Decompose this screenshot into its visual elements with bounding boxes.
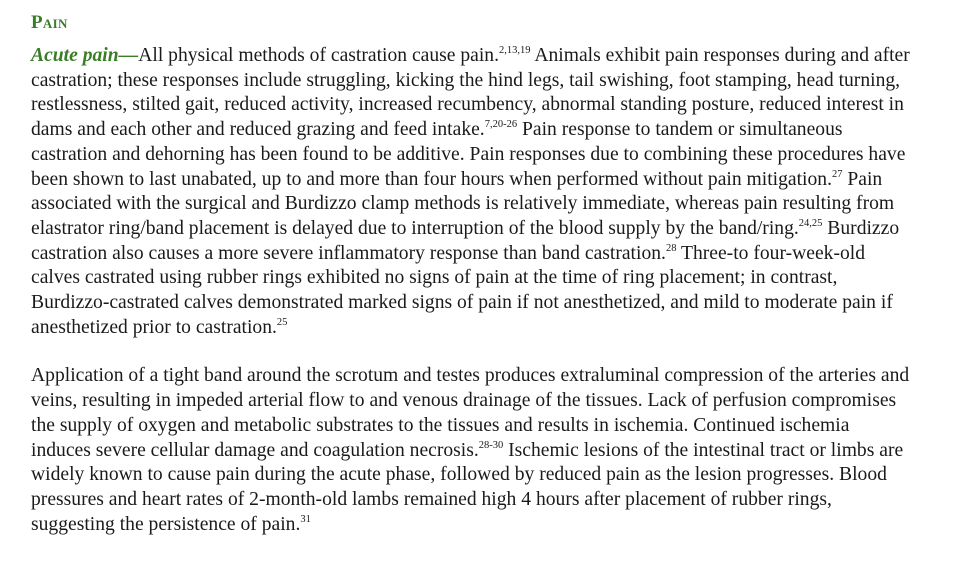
paragraph-ischemia (31, 364, 911, 537)
sentence: Burdizzo castration also causes a more severe inflammatory response than band castration. (31, 217, 900, 264)
citation-ref: 24,25 (798, 217, 823, 229)
citation-ref: 25 (276, 316, 288, 328)
citation-ref: 31 (300, 513, 311, 525)
run-in-heading: Acute pain— (31, 45, 139, 66)
sentence: Pain response to tandem or simultaneous castration and dehorning has been found to be additive. Pain responses due to combining these procedures have been shown to last unabated, up to and more than four hours when performed without pain mitigation. (31, 119, 906, 190)
citation-ref: 7,20-26 (484, 119, 518, 131)
citation-ref: 27 (832, 168, 843, 180)
sentence: Three-to four-week-old calves castrated using rubber rings exhibited no signs of pain at the time of ring placement; in contrast, Burdizzo-castrated calves demonstrated marked signs of pain if not anesthetized, and mild to moderate pain if anesthetized prior to castration. (31, 242, 893, 338)
section-heading-text: Pain (31, 12, 68, 33)
sentence: All physical methods of castration cause pain. (138, 45, 499, 66)
sentence: Pain associated with the surgical and Burdizzo clamp methods is relatively immediate, whereas pain resulting from elastrator ring/band placement is delayed due to interruption of the blood supply by the band/ring. (31, 168, 895, 239)
section-heading (31, 10, 911, 36)
sentence: Animals exhibit pain responses during and after castration; these responses include struggling, kicking the hind legs, tail swishing, foot stamping, head turning, restlessness, stilted gait, reduced activity, increased recumbency, abnormal standing posture, reduced interest in dams and each other and reduced grazing and feed intake. (31, 45, 910, 141)
citation-ref: 28 (665, 242, 677, 254)
paragraph-acute-pain (31, 44, 911, 340)
document-page (31, 10, 911, 537)
sentence: Ischemic lesions of the intestinal tract or limbs are widely known to cause pain during the acute phase, followed by reduced pain as the lesion progresses. Blood pressures and heart rates of 2-month-old lambs remained high 4 hours after placement of rubber rings, suggesting the persistence of pain. (31, 439, 904, 535)
sentence: Application of a tight band around the scrotum and testes produces extraluminal compression of the arteries and veins, resulting in impeded arterial flow to and venous drainage of the tissues. Lack of perfusion compromises the supply of oxygen and metabolic substrates to the tissues and results in ischemia. Continued ischemia induces severe cellular damage and coagulation necrosis. (31, 365, 910, 461)
citation-ref: 28-30 (478, 439, 504, 451)
citation-ref: 2,13,19 (499, 45, 531, 56)
